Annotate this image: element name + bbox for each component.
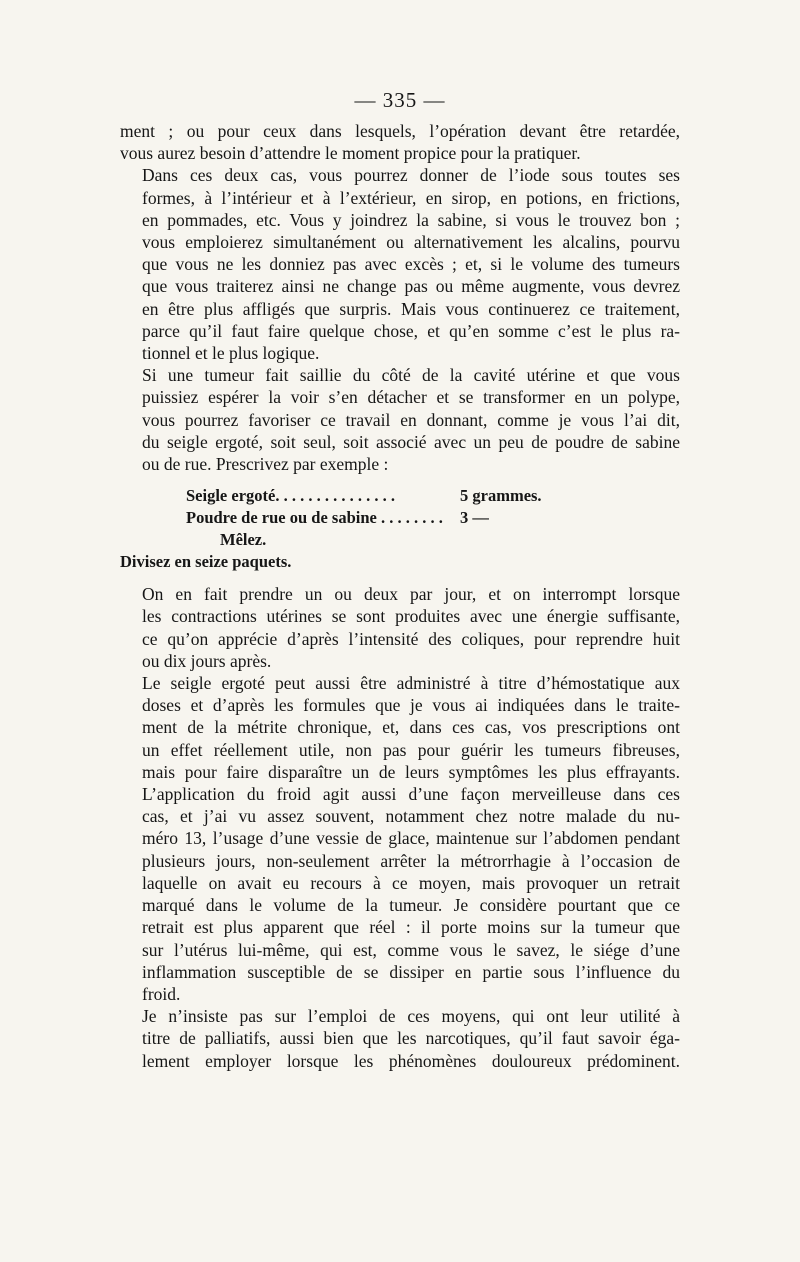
- text-line: que vous traiterez ainsi ne change pas ou même augmente, vous devrez: [142, 276, 680, 297]
- text-line: ment ; ou pour ceux dans lesquels, l’opération devant être retardée,: [120, 121, 680, 141]
- mix-instruction: Mêlez.: [220, 530, 267, 550]
- text-line: que vous ne les donniez pas avec excès ; et, si le volume des tumeurs: [142, 254, 680, 275]
- text-line: formes, à l’intérieur et à l’extérieur, en sirop, en potions, en frictions,: [142, 187, 680, 208]
- text-line: On en fait prendre un ou deux par jour, et on interrompt lorsque: [142, 584, 680, 605]
- paragraph-1: [120, 120, 680, 164]
- ingredient-quantity: 3 —: [460, 508, 489, 528]
- paragraph-5: [120, 672, 680, 783]
- text-line: méro 13, l’usage d’une vessie de glace, maintenue sur l’abdomen pendant: [142, 828, 680, 849]
- text-line: mais pour faire disparaître un de leurs symptômes les plus effrayants.: [142, 761, 680, 782]
- ingredient-quantity: 5 grammes.: [460, 486, 542, 506]
- ingredient-name: Poudre de rue ou de sabine . . . . . . . .: [186, 508, 443, 528]
- prescription-item: [120, 485, 680, 507]
- text-line: vous emploierez simultanément ou alternativement les alcalins, pourvu: [142, 232, 680, 253]
- text-line: en pommades, etc. Vous y joindrez la sabine, si vous le trouvez bon ;: [142, 209, 680, 230]
- text-line: plusieurs jours, non-seulement arrêter la métrorrhagie à l’occasion de: [142, 850, 680, 871]
- text-line: sur l’utérus lui-même, qui est, comme vous le savez, le siége d’une: [142, 939, 680, 960]
- text-line: Dans ces deux cas, vous pourrez donner de l’iode sous toutes ses: [142, 165, 680, 186]
- text-line: ou de rue. Prescrivez par exemple :: [142, 454, 389, 475]
- text-line: titre de palliatifs, aussi bien que les narcotiques, qu’il faut savoir éga-: [142, 1028, 680, 1049]
- text-line: les contractions utérines se sont produites avec une énergie suffisante,: [142, 606, 680, 627]
- text-line: L’application du froid agit aussi d’une façon merveilleuse dans ces: [142, 784, 680, 805]
- text-line: puissiez espérer la voir s’en détacher et se transformer en un polype,: [142, 387, 680, 408]
- text-line: Le seigle ergoté peut aussi être administré à titre d’hémostatique aux: [142, 673, 680, 694]
- text-line: laquelle on avait eu recours à ce moyen, mais provoquer un retrait: [142, 872, 680, 893]
- text-line: vous pourrez favoriser ce travail en donnant, comme je vous l’ai dit,: [142, 409, 680, 430]
- paragraph-6: [120, 783, 680, 1005]
- text-line: froid.: [142, 983, 181, 1004]
- page-number: — 335 —: [354, 88, 446, 112]
- paragraph-2: [120, 164, 680, 364]
- text-line: ce qu’on apprécie d’après l’intensité des coliques, pour reprendre huit: [142, 628, 680, 649]
- text-line: tionnel et le plus logique.: [142, 343, 320, 364]
- text-line: parce qu’il faut faire quelque chose, et qu’en somme c’est le plus ra-: [142, 320, 680, 341]
- text-line: doses et d’après les formules que je vous ai indiquées dans le traite-: [142, 695, 680, 716]
- ingredient-name: Seigle ergoté. . . . . . . . . . . . . . .: [186, 486, 395, 506]
- paragraph-4: [120, 583, 680, 672]
- text-line: cas, et j’ai vu assez souvent, notamment chez notre malade du nu-: [142, 806, 680, 827]
- text-line: marqué dans le volume de la tumeur. Je considère pourtant que ce: [142, 895, 680, 916]
- text-line: lement employer lorsque les phénomènes douloureux prédominent.: [142, 1050, 680, 1071]
- prescription: [120, 485, 680, 573]
- paragraph-3: [120, 364, 680, 475]
- paragraph-7: [120, 1005, 680, 1072]
- text-line: ou dix jours après.: [142, 650, 272, 671]
- text-line: Si une tumeur fait saillie du côté de la cavité utérine et que vous: [142, 365, 680, 386]
- prescription-item: [120, 507, 680, 529]
- text-line: un effet réellement utile, non pas pour guérir les tumeurs fibreuses,: [142, 739, 680, 760]
- text-line: inflammation susceptible de se dissiper en partie sous l’influence du: [142, 961, 680, 982]
- divide-instruction: Divisez en seize paquets.: [120, 552, 292, 572]
- text-line: ment de la métrite chronique, et, dans ces cas, vos prescriptions ont: [142, 717, 680, 738]
- text-line: vous aurez besoin d’attendre le moment propice pour la pratiquer.: [120, 143, 581, 164]
- text-line: Je n’insiste pas sur l’emploi de ces moyens, qui ont leur utilité à: [142, 1006, 680, 1027]
- text-line: retrait est plus apparent que réel : il porte moins sur la tumeur que: [142, 917, 680, 938]
- body-text: [120, 120, 680, 1072]
- text-line: en être plus affligés que surpris. Mais vous continuerez ce traitement,: [142, 298, 680, 319]
- text-line: du seigle ergoté, soit seul, soit associé avec un peu de poudre de sabine: [142, 431, 680, 452]
